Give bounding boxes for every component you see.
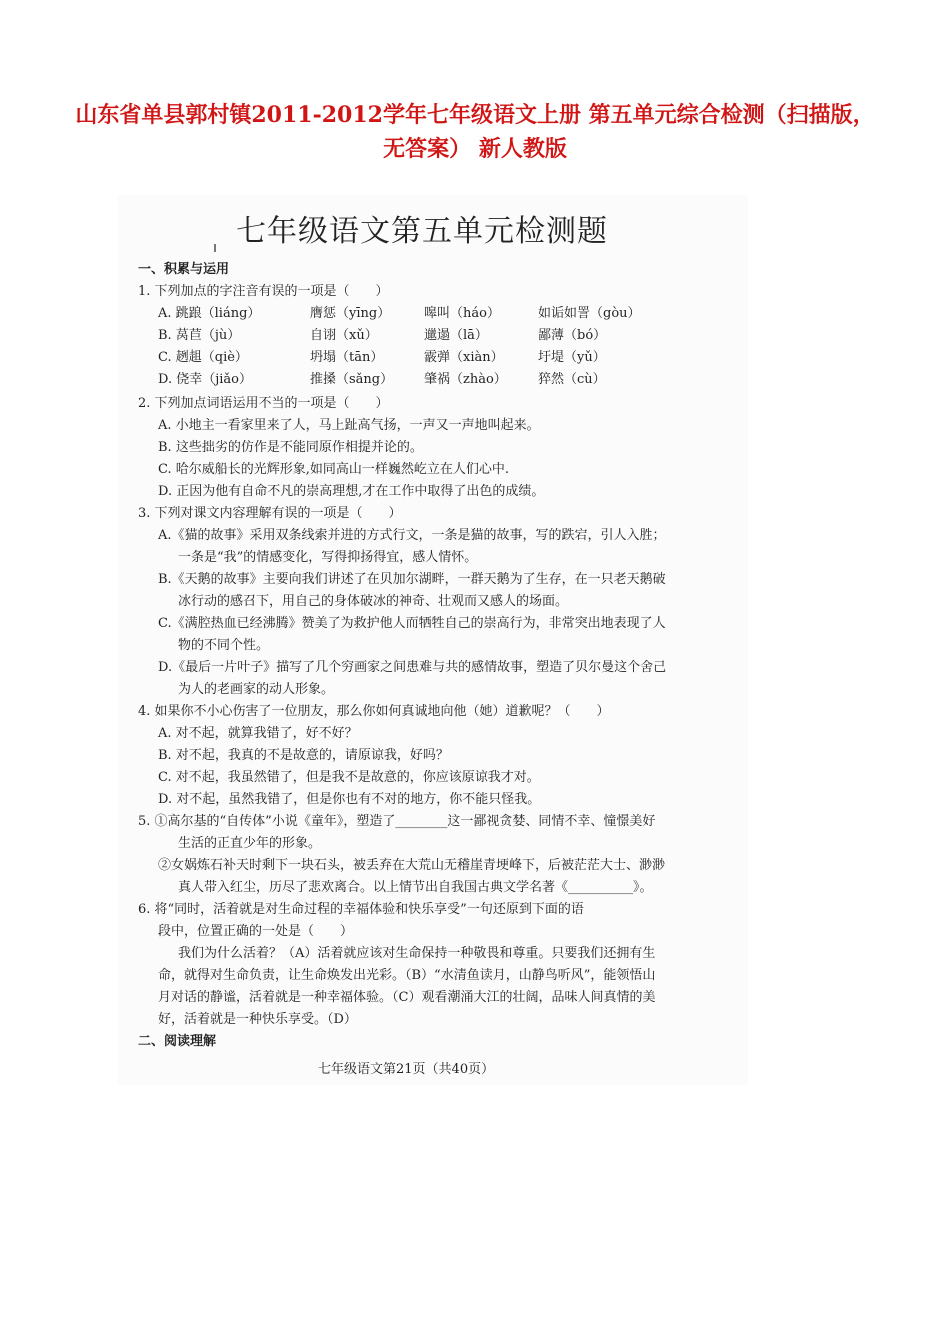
q5-line-3: ②女娲炼石补天时剩下一块石头，被丢弃在大荒山无稽崖青埂峰下，后被茫茫大士、渺渺 bbox=[158, 858, 666, 873]
q6-line-1: 6. 将“同时，活着就是对生命过程的幸福体验和快乐享受”一句还原到下面的语 bbox=[138, 902, 584, 917]
q3-option-b-line-2: 冰行动的感召下，用自己的身体破冰的神奇、壮观而又感人的场面。 bbox=[178, 594, 569, 609]
q1-c-word-2: 坍塌（tān） bbox=[310, 350, 384, 365]
q4-stem: 4. 如果你不小心伤害了一位朋友，那么你如何真诚地向他（她）道歉呢？（ ） bbox=[138, 704, 610, 719]
page-number: 七年级语文第21页（共40页） bbox=[318, 1062, 495, 1077]
q5-line-2: 生活的正直少年的形象。 bbox=[178, 836, 322, 851]
q1-c-word-4: 圩堤（yǔ） bbox=[538, 350, 606, 365]
q3-option-c-line-1: C.《满腔热血已经沸腾》赞美了为救护他人而牺牲自己的崇高行为，非常突出地表现了人 bbox=[158, 616, 666, 631]
q1-option-d: D. 侥幸（jiǎo） bbox=[158, 372, 252, 387]
q1-b-word-4: 鄙薄（bó） bbox=[538, 328, 607, 343]
q3-stem: 3. 下列对课文内容理解有误的一项是（ ） bbox=[138, 506, 402, 521]
q1-a-word-3: 嗥叫（háo） bbox=[424, 306, 500, 321]
q4-option-d: D. 对不起，虽然我错了，但是你也有不对的地方，你不能只怪我。 bbox=[158, 792, 541, 807]
q1-option-a: A. 跳踉（liáng） bbox=[158, 306, 261, 321]
q2-option-a: A. 小地主一看家里来了人，马上趾高气扬，一声又一声地叫起来。 bbox=[158, 418, 540, 433]
q1-option-b: B. 莴苣（jù） bbox=[158, 328, 241, 343]
q2-option-b: B. 这些拙劣的仿作是不能同原作相提并论的。 bbox=[158, 440, 423, 455]
q2-option-d: D. 正因为他有自命不凡的崇高理想,才在工作中取得了出色的成绩。 bbox=[158, 484, 545, 499]
scan-mark bbox=[214, 244, 216, 252]
q1-stem: 1. 下列加点的字注音有误的一项是（ ） bbox=[138, 284, 389, 299]
q3-option-a-line-1: A.《猫的故事》采用双条线索并进的方式行文，一条是猫的故事，写的跌宕，引人入胜； bbox=[158, 528, 666, 543]
q1-b-word-3: 邋遢（lā） bbox=[424, 328, 488, 343]
q2-stem: 2. 下列加点词语运用不当的一项是（ ） bbox=[138, 396, 389, 411]
q4-option-b: B. 对不起，我真的不是故意的，请原谅我，好吗？ bbox=[158, 748, 449, 763]
q6-passage-line-3: 月对话的静谧，活着就是一种幸福体验。（C）观看潮涌大江的壮阔，品味人间真情的美 bbox=[158, 990, 656, 1005]
q2-option-c: C. 哈尔威船长的光辉形象,如同高山一样巍然屹立在人们心中. bbox=[158, 462, 510, 477]
q3-option-d-line-1: D.《最后一片叶子》描写了几个穷画家之间患难与共的感情故事，塑造了贝尔曼这个舍己 bbox=[158, 660, 667, 675]
q1-a-word-2: 膺惩（yīng） bbox=[310, 306, 391, 321]
q1-d-word-2: 推搡（sǎng） bbox=[310, 372, 394, 387]
q4-option-c: C. 对不起，我虽然错了，但是我不是故意的，你应该原谅我才对。 bbox=[158, 770, 540, 785]
q4-option-a: A. 对不起，就算我错了，好不好？ bbox=[158, 726, 358, 741]
q1-c-word-3: 霰弹（xiàn） bbox=[424, 350, 504, 365]
q3-option-c-line-2: 物的不同个性。 bbox=[178, 638, 270, 653]
q6-passage-line-2: 命，就得对生命负责，让生命焕发出光彩。（B）“水清鱼读月，山静鸟听风”，能领悟山 bbox=[158, 968, 656, 983]
q1-a-word-4: 如诟如詈（gòu） bbox=[538, 306, 641, 321]
document-title-line-1: 山东省单县郭村镇2011-2012学年七年级语文上册 第五单元综合检测（扫描版， bbox=[75, 102, 875, 128]
section-heading-1: 一、积累与运用 bbox=[138, 262, 230, 277]
exam-title: 七年级语文第五单元检测题 bbox=[236, 214, 608, 249]
q3-option-b-line-1: B.《天鹅的故事》主要向我们讲述了在贝加尔湖畔，一群天鹅为了生存，在一只老天鹅破 bbox=[158, 572, 666, 587]
q6-passage-line-4: 好，活着就是一种快乐享受。（D） bbox=[158, 1012, 357, 1027]
section-heading-2: 二、阅读理解 bbox=[138, 1034, 217, 1049]
q1-b-word-2: 自诩（xǔ） bbox=[310, 328, 378, 343]
q6-line-2: 段中，位置正确的一处是（ ） bbox=[158, 924, 354, 939]
q1-option-c: C. 趔趄（qiè） bbox=[158, 350, 248, 365]
q3-option-d-line-2: 为人的老画家的动人形象。 bbox=[178, 682, 335, 697]
q3-option-a-line-2: 一条是“我”的情感变化，写得抑扬得宜，感人情怀。 bbox=[178, 550, 478, 565]
document-title-line-2: 无答案） 新人教版 bbox=[383, 136, 567, 162]
q1-d-word-4: 猝然（cù） bbox=[538, 372, 606, 387]
q6-passage-line-1: 我们为什么活着？（A）活着就应该对生命保持一种敬畏和尊重。只要我们还拥有生 bbox=[178, 946, 656, 961]
document-title bbox=[60, 98, 890, 166]
q5-line-1: 5. ①高尔基的“自传体”小说《童年》，塑造了________这一鄙视贪婪、同情不幸、憧憬美好 bbox=[138, 814, 656, 829]
q5-line-4: 真人带入红尘，历尽了悲欢离合。以上情节出自我国古典文学名著《__________》。 bbox=[178, 880, 653, 895]
q1-d-word-3: 肇祸（zhào） bbox=[424, 372, 507, 387]
